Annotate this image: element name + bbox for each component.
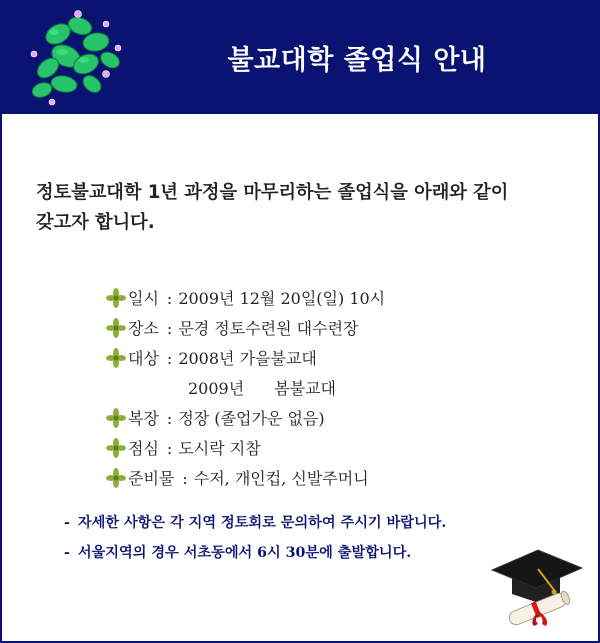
detail-row-target-continued: [106, 374, 526, 404]
detail-label: 준비물: [128, 469, 175, 488]
green-leaf-icon: [106, 408, 126, 428]
detail-value: 문경 정토수련원 대수련장: [178, 319, 359, 338]
detail-colon: :: [166, 409, 173, 428]
detail-label: 대상: [128, 349, 159, 368]
detail-row-supplies: [106, 464, 526, 494]
page-title: 불교대학 졸업식 안내: [227, 45, 487, 76]
intro-line-2: 갖고자 합니다.: [36, 212, 155, 233]
note-dash: -: [64, 515, 70, 531]
detail-value: 수저, 개인컵, 신발주머니: [193, 469, 369, 488]
detail-label: 장소: [128, 319, 159, 338]
notes-list: [64, 508, 534, 568]
green-leaves-icon: [22, 4, 132, 110]
green-leaf-icon: [106, 468, 126, 488]
detail-colon: :: [166, 349, 173, 368]
detail-value: 2009년: [188, 379, 245, 398]
intro-paragraph: [36, 178, 581, 238]
detail-value: 정장 (졸업가운 없음): [178, 409, 325, 428]
note-dash: -: [64, 545, 70, 561]
note-text: 자세한 사항은 각 지역 정토회로 문의하여 주시기 바랍니다.: [77, 515, 447, 531]
green-leaf-icon: [106, 318, 126, 338]
green-leaf-icon: [106, 438, 126, 458]
graduation-cap-diploma-icon: [488, 544, 584, 626]
note-item: [64, 538, 534, 568]
detail-label: 복장: [128, 409, 159, 428]
detail-value: 도시락 지참: [178, 439, 261, 458]
green-leaf-icon: [106, 348, 126, 368]
detail-label: 점심: [128, 439, 159, 458]
event-details-list: [106, 284, 526, 494]
detail-row-date: [106, 284, 526, 314]
detail-colon: :: [166, 319, 173, 338]
note-item: [64, 508, 534, 538]
detail-colon: :: [182, 469, 188, 488]
green-leaf-icon: [106, 288, 126, 308]
detail-value: 2008년 가을불교대: [178, 349, 317, 368]
detail-row-target: [106, 344, 526, 374]
detail-label: 일시: [128, 289, 159, 308]
detail-value-secondary: 봄불교대: [274, 379, 337, 398]
detail-colon: :: [166, 289, 173, 308]
detail-row-lunch: [106, 434, 526, 464]
intro-line-1: 정토불교대학 1년 과정을 마무리하는 졸업식을 아래와 같이: [36, 182, 509, 203]
detail-value: 2009년 12월 20일(일) 10시: [178, 289, 386, 308]
detail-row-place: [106, 314, 526, 344]
detail-row-dress: [106, 404, 526, 434]
header-banner: [2, 0, 598, 114]
detail-colon: :: [166, 439, 173, 458]
note-text: 서울지역의 경우 서초동에서 6시 30분에 출발합니다.: [77, 545, 412, 561]
